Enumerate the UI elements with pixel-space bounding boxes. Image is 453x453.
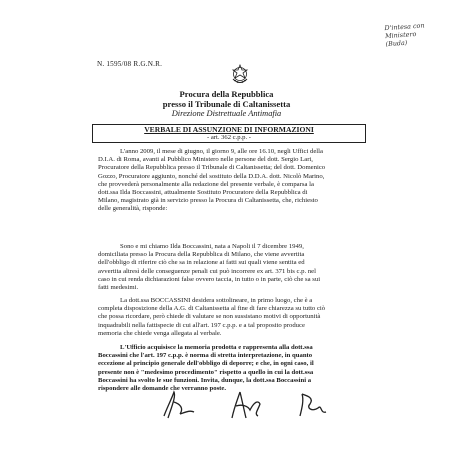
text-line: inquadrabili nella fattispecie di cui all'art. 197 c.p.p. e a tal proposito produce [98,321,305,329]
court-name: presso il Tribunale di Caltanissetta [162,99,291,109]
text-line: L'Ufficio acquisisce la memoria prodotta e rappresenta alla dott.ssa [120,344,313,351]
text-line: presente non è "medesimo procedimento" rispetto a quello in cui la dott.ssa [98,368,314,376]
handwritten-note-line: Ministero [384,29,417,41]
protocol-number: N. 1595/08 R.G.N.R. [97,60,163,68]
text-line: che possa ricordare, però chiede di valutare se non sussistano motivi di opportunità [98,313,321,321]
text-line: Boccassini che l'art. 197 c.p.p. è norma di stretta interpretazione, in quanto [98,352,313,360]
text-line: delle generalità, risponde: [98,205,168,213]
text-line: dell'obbligo di riferire ciò che sa in relazione ai fatti sui quali viene sentita ed [98,259,305,267]
text-line: caso in cui renda dichiarazioni false ovvero taccia, in tutto o in parte, ciò che sa sui [98,275,321,283]
text-line: completa disposizione della A.G. di Caltanissetta al fine di fare chiarezza su tutto ciò [98,305,326,313]
text-line: Milano, magistrato già in servizio presso la Procura di Caltanissetta, che, richiesto [98,197,318,205]
handwritten-note-line: D'intesa con [384,21,425,33]
document-title-box [92,124,366,143]
text-line: avvertita altresì delle conseguenze penali cui può incorrere ex art. 371 bis c.p. nel [98,267,316,275]
text-line: Boccassini ha svolto le sue funzioni. Invita, dunque, la dott.ssa Boccassini a [98,376,312,384]
text-line: rispondere alle domande che verranno poste. [98,385,227,393]
handwritten-note-line: (Buda) [385,38,408,49]
signature-mark [300,394,326,416]
signature-mark [232,392,260,418]
text-line: dott.ssa Ilda Boccassini, attualmente Sostituto Procuratore della Repubblica di [98,189,308,197]
office-name: Procura della Repubblica [179,89,274,99]
text-line: fatti medesimi. [98,284,139,292]
text-line: La dott.ssa BOCCASSINI desidera sottolineare, in primo luogo, che è a [120,297,313,304]
handwritten-note [384,20,448,48]
text-line: eccezione al principio generale dell'obbligo di deporre; e che, in ogni caso, il [98,360,314,368]
text-line: Gozzo, Procuratore aggiunto, nonché del sostituto della D.D.A. dott. Nicolò Marino, [98,172,325,180]
text-line: domiciliata presso la Procura della Repubblica di Milano, che viene avvertita [98,251,305,259]
text-line: che provvederà personalmente alla redazione del presente verbale, è comparsa la [98,180,314,188]
text-line: D.I.A. di Roma, avanti al Pubblico Ministero nelle persone del dott. Sergio Lari, [98,156,313,164]
signature-mark [164,392,194,418]
paragraph-office-response [98,344,375,393]
text-line: Procuratore della Repubblica presso il Tribunale di Caltanissetta; del dott. Domenico [98,164,326,172]
paragraph-identity [98,243,375,292]
document-title: VERBALE DI ASSUNZIONE DI INFORMAZIONI [144,125,314,134]
text-line: L'anno 2009, il mese di giugno, il giorno 9, alle ore 16.10, negli Uffici della [120,148,323,155]
directorate-name: Direzione Distrettuale Antimafia [171,109,282,118]
paragraph-opening [98,148,375,214]
republic-emblem-icon [230,64,250,86]
text-line: memoria che chiede venga allegata al verbale. [98,329,222,337]
handwritten-signatures [150,388,350,424]
text-line: Sono e mi chiamo Ilda Boccassini, nata a Napoli il 7 dicembre 1949, [120,243,304,250]
document-subtitle: - art. 362 c.p.p. - [207,134,251,141]
paragraph-statement [98,297,375,338]
